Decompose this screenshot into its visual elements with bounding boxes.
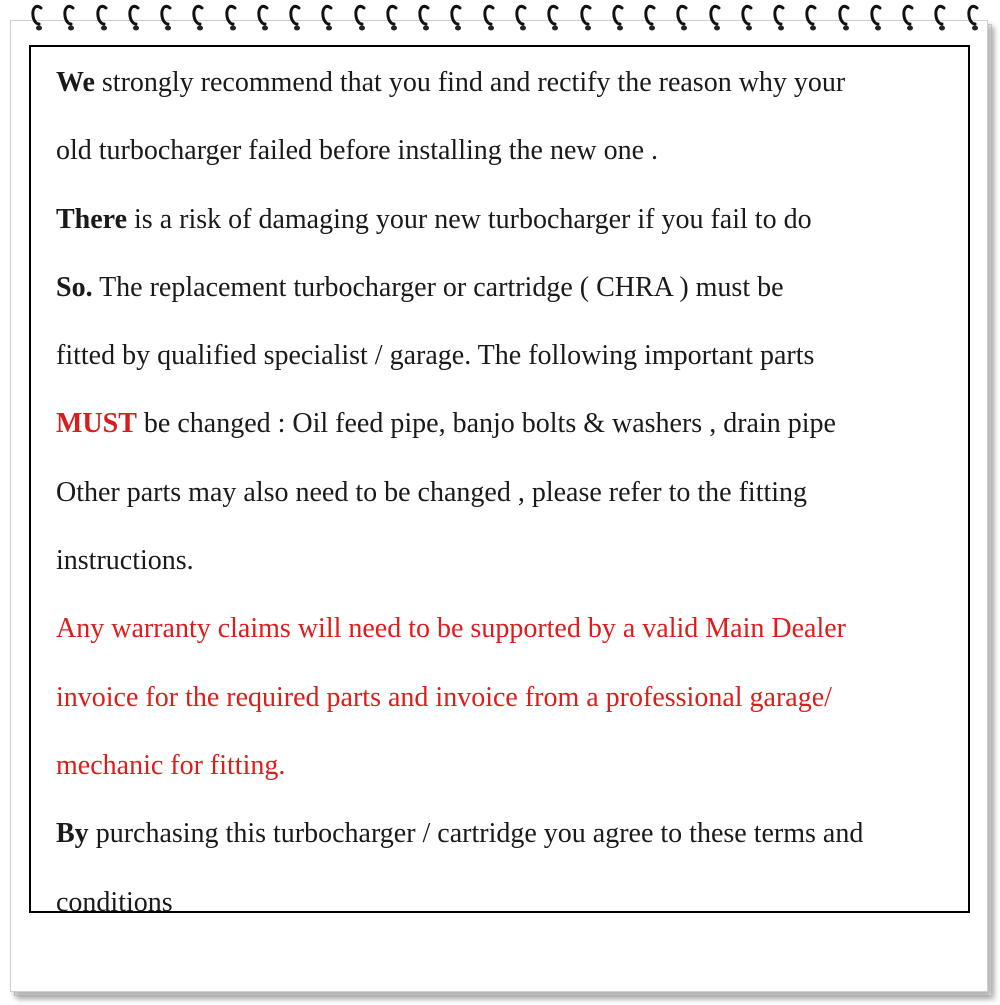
notice-line-6 <box>56 390 948 458</box>
spiral-ring-icon <box>708 2 722 34</box>
spiral-ring-icon <box>579 2 593 34</box>
spiral-ring-icon <box>191 2 205 34</box>
spiral-ring-icon <box>933 2 947 34</box>
spiral-ring-icon <box>514 2 528 34</box>
terms-line-2 <box>56 869 948 937</box>
spiral-ring-icon <box>288 2 302 34</box>
must-emphasis: MUST <box>56 408 137 440</box>
spiral-ring-icon <box>353 2 367 34</box>
spiral-ring-icon <box>256 2 270 34</box>
spiral-ring-icon <box>417 2 431 34</box>
spiral-ring-icon <box>385 2 399 34</box>
notice-line-1-lead: We <box>56 67 95 98</box>
spiral-ring-icon <box>320 2 334 34</box>
spiral-ring-icon <box>30 2 44 34</box>
notice-line-8 <box>56 527 948 595</box>
spiral-ring-icon <box>611 2 625 34</box>
notice-line-5 <box>56 322 948 390</box>
notice-line-5-text: fitted by qualified specialist / garage. The following important parts <box>56 340 815 372</box>
notice-line-6-rest: be changed : Oil feed pipe, banjo bolts & washers , drain pipe <box>136 408 836 440</box>
notice-line-4 <box>56 254 948 322</box>
spiral-ring-icon <box>482 2 496 34</box>
warranty-line-2 <box>56 664 948 732</box>
notice-text <box>56 49 948 937</box>
spiral-ring-icon <box>127 2 141 34</box>
spiral-ring-icon <box>901 2 915 34</box>
spiral-ring-icon <box>772 2 786 34</box>
spiral-ring-icon <box>449 2 463 34</box>
notice-line-7 <box>56 459 948 527</box>
notice-line-2 <box>56 117 948 185</box>
notice-line-1 <box>56 49 948 117</box>
terms-line-2-text: conditions <box>56 886 173 918</box>
notice-line-3 <box>56 186 948 254</box>
warranty-line-3 <box>56 732 948 800</box>
notice-box <box>29 45 970 918</box>
warranty-line-1 <box>56 595 948 663</box>
spiral-ring-icon <box>159 2 173 34</box>
notice-line-4-rest: The replacement turbocharger or cartridge ( CHRA ) must be <box>92 271 784 303</box>
warranty-line-3-text: mechanic for fitting. <box>56 749 286 781</box>
notice-line-3-rest: is a risk of damaging your new turbocharger if you fail to do <box>127 203 812 235</box>
spiral-ring-icon <box>740 2 754 34</box>
terms-line-1 <box>56 800 948 868</box>
spiral-ring-icon <box>95 2 109 34</box>
warranty-line-1-text: Any warranty claims will need to be supported by a valid Main Dealer <box>56 613 846 645</box>
spiral-ring-icon <box>869 2 883 34</box>
spiral-ring-icon <box>62 2 76 34</box>
spiral-ring-icon <box>804 2 818 34</box>
spiral-ring-icon <box>966 2 980 34</box>
spiral-binding <box>30 2 980 38</box>
spiral-ring-icon <box>224 2 238 34</box>
terms-line-1-rest: purchasing this turbocharger / cartridge you agree to these terms and <box>88 818 864 850</box>
notice-line-2-text: old turbocharger failed before installing the new one . <box>56 135 659 167</box>
spiral-ring-icon <box>675 2 689 34</box>
spiral-ring-icon <box>546 2 560 34</box>
warranty-line-2-text: invoice for the required parts and invoice from a professional garage/ <box>56 681 832 713</box>
notice-line-1-rest: strongly recommend that you find and rectify the reason why your <box>94 67 846 98</box>
spiral-ring-icon <box>837 2 851 34</box>
notice-line-3-lead: There <box>56 203 128 235</box>
notice-line-8-text: instructions. <box>56 545 194 577</box>
notice-line-4-lead: So. <box>56 271 93 303</box>
notice-line-7-text: Other parts may also need to be changed , please refer to the fitting <box>56 476 808 508</box>
terms-line-1-lead: By <box>56 818 89 850</box>
spiral-ring-icon <box>643 2 657 34</box>
